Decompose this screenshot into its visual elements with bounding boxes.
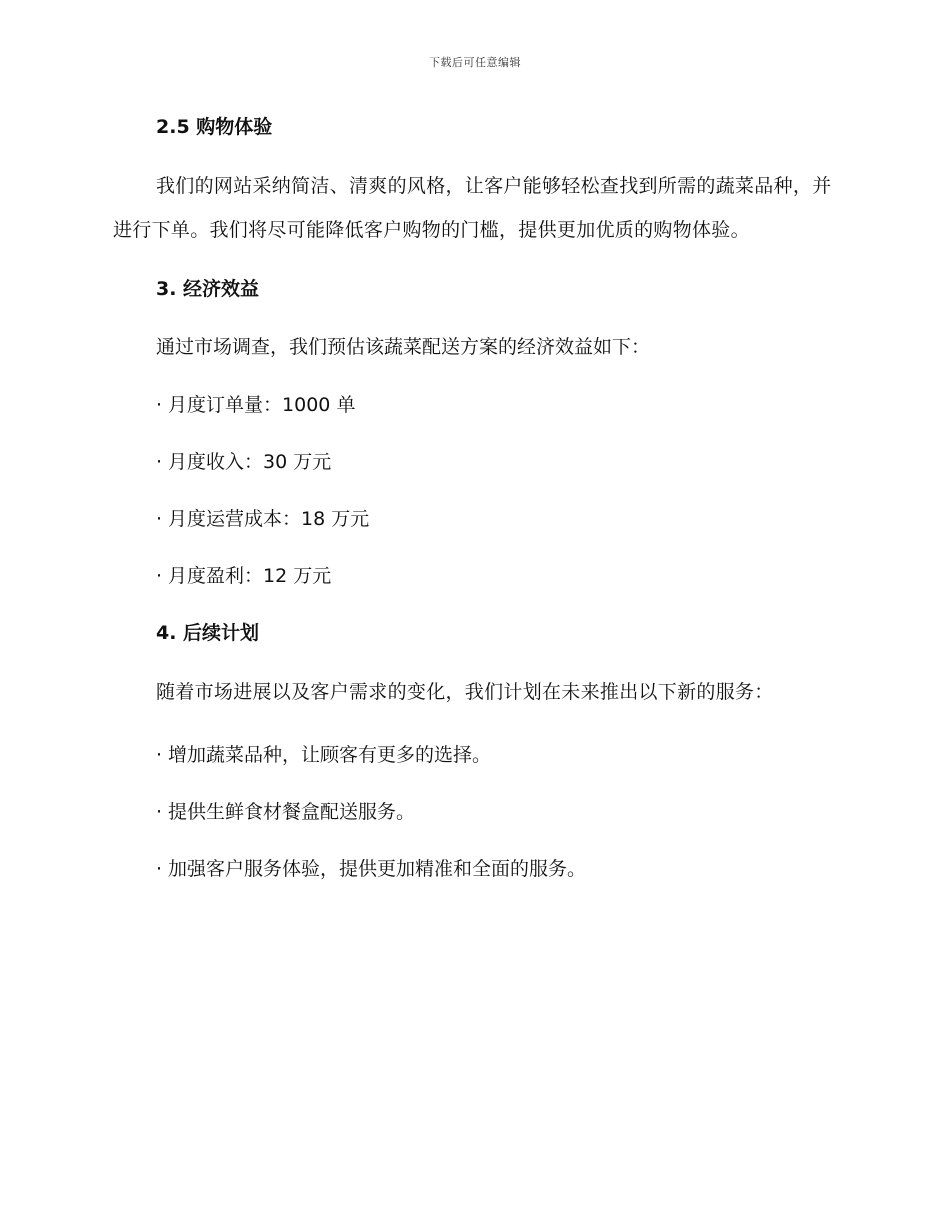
bullet-icon: · — [156, 394, 163, 416]
list-item-text: 月度运营成本：18 万元 — [168, 508, 370, 530]
section-paragraph-2-5: 我们的网站采纳简洁、清爽的风格，让客户能够轻松查找到所需的蔬菜品种，并进行下单。我们将尽可能降低客户购物的门槛，提供更加优质的购物体验。 — [113, 175, 832, 241]
bullet-icon: · — [156, 451, 163, 473]
list-item — [156, 854, 835, 884]
section-heading-4: 4. 后续计划 — [156, 622, 260, 644]
list-item — [156, 447, 835, 477]
list-item-text: 月度订单量：1000 单 — [168, 394, 356, 416]
list-item-text: 提供生鲜食材餐盒配送服务。 — [168, 801, 416, 823]
bullet-icon: · — [156, 801, 163, 823]
list-item — [156, 390, 835, 420]
list-item — [156, 504, 835, 534]
section-intro-3: 通过市场调查，我们预估该蔬菜配送方案的经济效益如下： — [156, 336, 651, 358]
list-item — [156, 740, 835, 770]
section-heading-3: 3. 经济效益 — [156, 278, 260, 300]
header-note: 下载后可任意编辑 — [429, 56, 521, 69]
document-content — [113, 112, 835, 884]
bullet-icon: · — [156, 858, 163, 880]
list-item — [156, 797, 835, 827]
list-item-text: 增加蔬菜品种，让顾客有更多的选择。 — [168, 744, 492, 766]
bullet-icon: · — [156, 744, 163, 766]
bullet-icon: · — [156, 508, 163, 530]
list-item-text: 加强客户服务体验，提供更加精准和全面的服务。 — [168, 858, 587, 880]
section-heading-2-5: 2.5 购物体验 — [156, 116, 273, 138]
bullet-icon: · — [156, 565, 163, 587]
list-item-text: 月度收入：30 万元 — [168, 451, 332, 473]
list-item-text: 月度盈利：12 万元 — [168, 565, 332, 587]
section-paragraph-4: 随着市场进展以及客户需求的变化，我们计划在未来推出以下新的服务： — [156, 681, 774, 703]
list-item — [156, 561, 835, 591]
